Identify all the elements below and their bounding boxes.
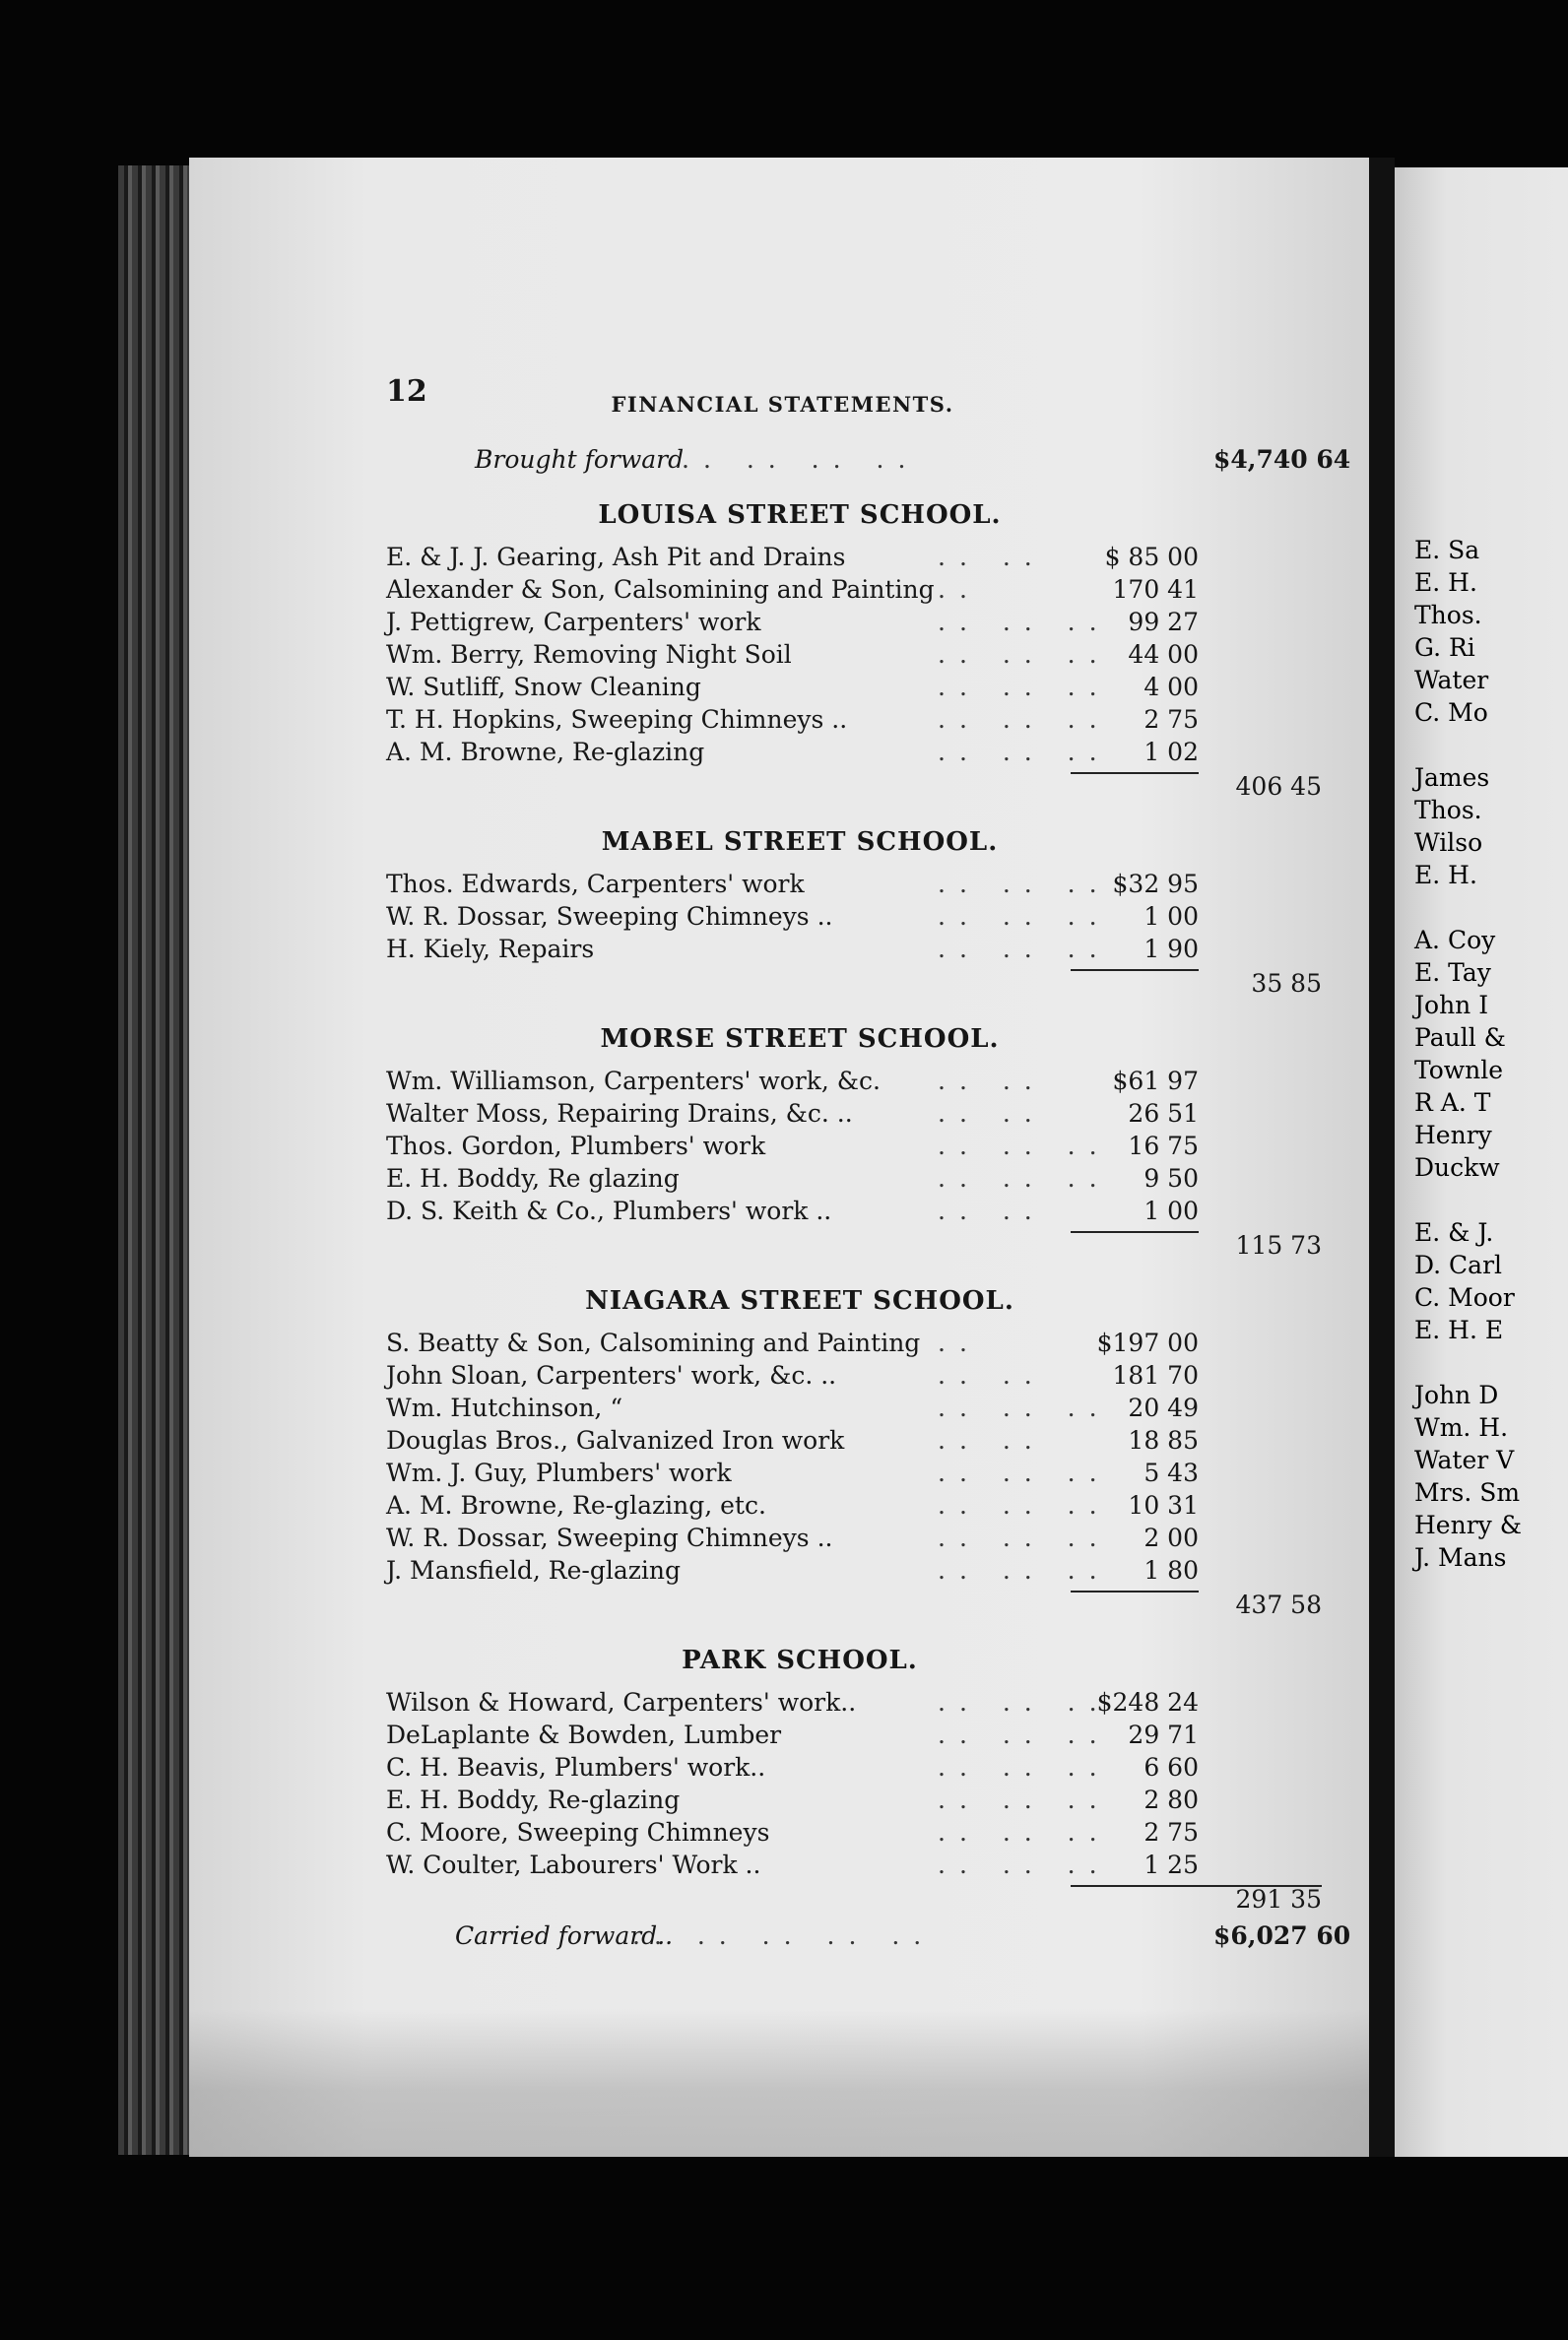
- ledger-row: [386, 1424, 1332, 1457]
- ledger-item-label: Thos. Gordon, Plumbers' work: [386, 1132, 766, 1160]
- ledger-item-amount: 181 70: [1112, 1361, 1199, 1390]
- ledger-row: [386, 1489, 1332, 1522]
- ledger-item-label: D. S. Keith & Co., Plumbers' work ..: [386, 1197, 832, 1225]
- ledger-row: [386, 1162, 1332, 1195]
- ledger-item-label: S. Beatty & Son, Calsomining and Painting: [386, 1329, 921, 1357]
- carried-forward-label: Carried forward..: [455, 1921, 674, 1950]
- book-gutter: [1369, 158, 1395, 2157]
- ledger-item-amount: 1 80: [1143, 1556, 1199, 1585]
- ledger-row: [386, 868, 1332, 900]
- ledger-row: [386, 1751, 1332, 1784]
- adjacent-page-line: A. Coy: [1414, 926, 1496, 954]
- adjacent-page-line: Wilso: [1414, 828, 1483, 857]
- ledger-item-label: John Sloan, Carpenters' work, &c. ..: [386, 1361, 837, 1390]
- ledger-item-label: E. H. Boddy, Re-glazing: [386, 1786, 681, 1814]
- adjacent-page-line: E. H.: [1414, 861, 1477, 889]
- adjacent-page-line: [1395, 1346, 1522, 1379]
- ledger-item-label: W. R. Dossar, Sweeping Chimneys ..: [386, 902, 833, 931]
- adjacent-page-line: [1395, 1184, 1522, 1216]
- adjacent-page-line: E. Sa: [1414, 536, 1480, 564]
- adjacent-page-line: [1395, 729, 1522, 761]
- adjacent-page-line: Water: [1414, 666, 1489, 694]
- leader-dots: .. .. .. ..: [682, 445, 920, 474]
- ledger-row: [386, 541, 1332, 573]
- adjacent-page-line: Thos.: [1414, 601, 1482, 629]
- adjacent-page-line: Duckw: [1414, 1153, 1500, 1182]
- leader-dots: .. ..: [938, 1426, 1046, 1455]
- ledger-item-label: DeLaplante & Bowden, Lumber: [386, 1721, 782, 1749]
- ledger-item-amount: 5 43: [1143, 1459, 1199, 1487]
- running-head: FINANCIAL STATEMENTS.: [611, 392, 954, 417]
- ledger-row: [386, 1522, 1332, 1554]
- adjacent-page-line: R A. T: [1414, 1088, 1491, 1117]
- ledger-sections: [386, 497, 1332, 1916]
- ledger-row: [386, 933, 1332, 965]
- leader-dots: .. .. ..: [938, 705, 1111, 734]
- brought-forward-total: $4,740 64: [1213, 445, 1351, 474]
- adjacent-page-line: Mrs. Sm: [1414, 1478, 1521, 1507]
- ledger-row: [386, 1816, 1332, 1849]
- ledger-row: [386, 1457, 1332, 1489]
- leader-dots: .. .. ..: [938, 870, 1111, 898]
- ledger-row: [386, 606, 1332, 638]
- leader-dots: .. .. ..: [938, 1688, 1111, 1717]
- leader-dots: ..: [938, 1329, 981, 1357]
- section-total: 115 73: [1235, 1231, 1322, 1260]
- ledger-item-amount: $61 97: [1112, 1067, 1199, 1095]
- adjacent-page-line: J. Mans: [1414, 1543, 1507, 1572]
- adjacent-page-line: E. Tay: [1414, 958, 1491, 987]
- ledger-row: [386, 1130, 1332, 1162]
- section-total-row: [386, 967, 1332, 1000]
- adjacent-page-line: [1395, 891, 1522, 924]
- ledger-item-amount: 4 00: [1143, 673, 1199, 701]
- adjacent-page-line: G. Ri: [1414, 633, 1475, 662]
- ledger-item-label: E. H. Boddy, Re glazing: [386, 1164, 680, 1193]
- ledger-item-label: Alexander & Son, Calsomining and Painting: [386, 575, 935, 604]
- ledger-row: [386, 736, 1332, 768]
- section-total-row: [386, 1883, 1332, 1916]
- ledger-item-label: W. R. Dossar, Sweeping Chimneys ..: [386, 1524, 833, 1552]
- ledger-item-label: C. Moore, Sweeping Chimneys: [386, 1818, 770, 1847]
- ledger-item-label: H. Kiely, Repairs: [386, 935, 595, 963]
- leader-dots: .. .. ..: [938, 935, 1111, 963]
- ledger-item-amount: $32 95: [1112, 870, 1199, 898]
- section-total: 35 85: [1251, 969, 1322, 998]
- leader-dots: .. .. ..: [938, 1556, 1111, 1585]
- section-total: 437 58: [1235, 1591, 1322, 1619]
- ledger-item-amount: $197 00: [1096, 1329, 1199, 1357]
- ledger-item-label: E. & J. J. Gearing, Ash Pit and Drains: [386, 543, 846, 571]
- adjacent-page-line: John D: [1414, 1381, 1499, 1409]
- ledger-item-label: Wm. Williamson, Carpenters' work, &c.: [386, 1067, 881, 1095]
- section-title: MORSE STREET SCHOOL.: [600, 1024, 1000, 1054]
- ledger-item-amount: 18 85: [1128, 1426, 1199, 1455]
- ledger-item-label: Wm. J. Guy, Plumbers' work: [386, 1459, 732, 1487]
- adjacent-page-line: C. Mo: [1414, 698, 1488, 727]
- section-title: LOUISA STREET SCHOOL.: [598, 500, 1002, 530]
- ledger-row: [386, 1849, 1332, 1881]
- ledger-item-amount: 1 90: [1143, 935, 1199, 963]
- ledger-row: [386, 671, 1332, 703]
- leader-dots: .. ..: [938, 1361, 1046, 1390]
- section-title: PARK SCHOOL.: [682, 1646, 918, 1675]
- ledger-item-label: Wm. Berry, Removing Night Soil: [386, 640, 792, 669]
- water-stain: [189, 2009, 1376, 2157]
- adjacent-page-line: Henry: [1414, 1121, 1492, 1149]
- ledger-row: [386, 1065, 1332, 1097]
- ledger-item-amount: 29 71: [1128, 1721, 1199, 1749]
- section-total-row: [386, 1589, 1332, 1621]
- leader-dots: .. .. ..: [938, 1786, 1111, 1814]
- ledger-item-amount: 2 75: [1143, 705, 1199, 734]
- ledger-row: [386, 638, 1332, 671]
- adjacent-page-line: E. H.: [1414, 568, 1477, 597]
- leader-dots: .. .. ..: [938, 1459, 1111, 1487]
- ledger-item-label: C. H. Beavis, Plumbers' work..: [386, 1753, 766, 1782]
- ledger-row: [386, 1195, 1332, 1227]
- leader-dots: .. .. ..: [938, 1721, 1111, 1749]
- ledger-item-label: J. Pettigrew, Carpenters' work: [386, 608, 761, 636]
- adjacent-page-line: Townle: [1414, 1056, 1504, 1084]
- ledger-item-amount: $248 24: [1096, 1688, 1199, 1717]
- ledger-item-label: J. Mansfield, Re-glazing: [386, 1556, 682, 1585]
- ledger: [386, 443, 1351, 1952]
- leader-dots: .. .. ..: [938, 640, 1111, 669]
- adjacent-page-line: C. Moor: [1414, 1283, 1515, 1312]
- leader-dots: .. .. ..: [938, 1164, 1111, 1193]
- leader-dots: .. .. ..: [938, 1491, 1111, 1520]
- ledger-item-label: W. Coulter, Labourers' Work ..: [386, 1851, 761, 1879]
- leader-dots: .. ..: [938, 1099, 1046, 1128]
- adjacent-page-line: D. Carl: [1414, 1251, 1503, 1279]
- ledger-item-amount: 170 41: [1112, 575, 1199, 604]
- leader-dots: .. .. ..: [938, 902, 1111, 931]
- adjacent-page-line: E. H. E: [1414, 1316, 1504, 1344]
- ledger-item-amount: 1 02: [1143, 738, 1199, 766]
- carried-forward-total: $6,027 60: [1213, 1921, 1351, 1950]
- adjacent-page-line: Thos.: [1414, 796, 1482, 824]
- leader-dots: .. ..: [938, 1197, 1046, 1225]
- carried-forward-row: [386, 1919, 1351, 1952]
- leader-dots: .. .. .. .. ..: [632, 1921, 936, 1950]
- ledger-row: [386, 1392, 1332, 1424]
- ledger-item-amount: 2 80: [1143, 1786, 1199, 1814]
- ledger-row: [386, 573, 1332, 606]
- ledger-item-label: W. Sutliff, Snow Cleaning: [386, 673, 701, 701]
- ledger-item-amount: 2 00: [1143, 1524, 1199, 1552]
- leader-dots: .. .. ..: [938, 738, 1111, 766]
- ledger-row: [386, 900, 1332, 933]
- ledger-item-label: Wilson & Howard, Carpenters' work..: [386, 1688, 857, 1717]
- brought-forward-row: [386, 443, 1351, 476]
- leader-dots: .. .. ..: [938, 1394, 1111, 1422]
- page-number: 12: [386, 374, 427, 409]
- ledger-item-amount: 20 49: [1128, 1394, 1199, 1422]
- ledger-item-amount: 1 25: [1143, 1851, 1199, 1879]
- adjacent-page-line: Henry &: [1414, 1511, 1522, 1539]
- ledger-item-amount: 16 75: [1128, 1132, 1199, 1160]
- ledger-row: [386, 1686, 1332, 1719]
- ledger-item-label: Thos. Edwards, Carpenters' work: [386, 870, 805, 898]
- document-page: [189, 158, 1376, 2157]
- section-total: 291 35: [1235, 1885, 1322, 1914]
- leader-dots: .. ..: [938, 543, 1046, 571]
- leader-dots: .. .. ..: [938, 1132, 1111, 1160]
- section-total-row: [386, 1229, 1332, 1262]
- ledger-item-amount: 9 50: [1143, 1164, 1199, 1193]
- ledger-item-label: Walter Moss, Repairing Drains, &c. ..: [386, 1099, 853, 1128]
- section-title: NIAGARA STREET SCHOOL.: [585, 1286, 1014, 1316]
- ledger-row: [386, 703, 1332, 736]
- leader-dots: .. .. ..: [938, 1851, 1111, 1879]
- ledger-item-amount: 10 31: [1128, 1491, 1199, 1520]
- ledger-item-label: T. H. Hopkins, Sweeping Chimneys ..: [386, 705, 848, 734]
- ledger-row: [386, 1719, 1332, 1751]
- ledger-item-amount: $ 85 00: [1104, 543, 1199, 571]
- adjacent-page: [1395, 167, 1568, 2157]
- ledger-row: [386, 1359, 1332, 1392]
- leader-dots: ..: [938, 575, 981, 604]
- section-total: 406 45: [1235, 772, 1322, 801]
- ledger-item-label: Wm. Hutchinson, “: [386, 1394, 623, 1422]
- leader-dots: .. ..: [938, 1067, 1046, 1095]
- ledger-item-label: A. M. Browne, Re-glazing: [386, 738, 705, 766]
- ledger-item-amount: 99 27: [1128, 608, 1199, 636]
- ledger-item-amount: 44 00: [1128, 640, 1199, 669]
- adjacent-page-line: Water V: [1414, 1446, 1515, 1474]
- ledger-item-amount: 6 60: [1143, 1753, 1199, 1782]
- adjacent-page-line: Paull &: [1414, 1023, 1506, 1052]
- adjacent-page-line: James: [1414, 763, 1490, 792]
- adjacent-page-line: E. & J.: [1414, 1218, 1494, 1247]
- ledger-item-label: Douglas Bros., Galvanized Iron work: [386, 1426, 845, 1455]
- section-title: MABEL STREET SCHOOL.: [601, 827, 999, 857]
- page-edges: [118, 165, 197, 2155]
- adjacent-page-line: John I: [1414, 991, 1489, 1019]
- adjacent-page-text: [1395, 534, 1522, 1574]
- leader-dots: .. .. ..: [938, 608, 1111, 636]
- ledger-row: [386, 1784, 1332, 1816]
- section-total-row: [386, 770, 1332, 803]
- ledger-row: [386, 1327, 1332, 1359]
- leader-dots: .. .. ..: [938, 1524, 1111, 1552]
- ledger-item-amount: 1 00: [1143, 902, 1199, 931]
- leader-dots: .. .. ..: [938, 673, 1111, 701]
- ledger-item-amount: 2 75: [1143, 1818, 1199, 1847]
- ledger-row: [386, 1554, 1332, 1587]
- leader-dots: .. .. ..: [938, 1753, 1111, 1782]
- leader-dots: .. .. ..: [938, 1818, 1111, 1847]
- brought-forward-label: Brought forward: [475, 445, 685, 474]
- adjacent-page-line: Wm. H.: [1414, 1413, 1509, 1442]
- ledger-item-amount: 26 51: [1128, 1099, 1199, 1128]
- ledger-row: [386, 1097, 1332, 1130]
- ledger-item-label: A. M. Browne, Re-glazing, etc.: [386, 1491, 766, 1520]
- ledger-item-amount: 1 00: [1143, 1197, 1199, 1225]
